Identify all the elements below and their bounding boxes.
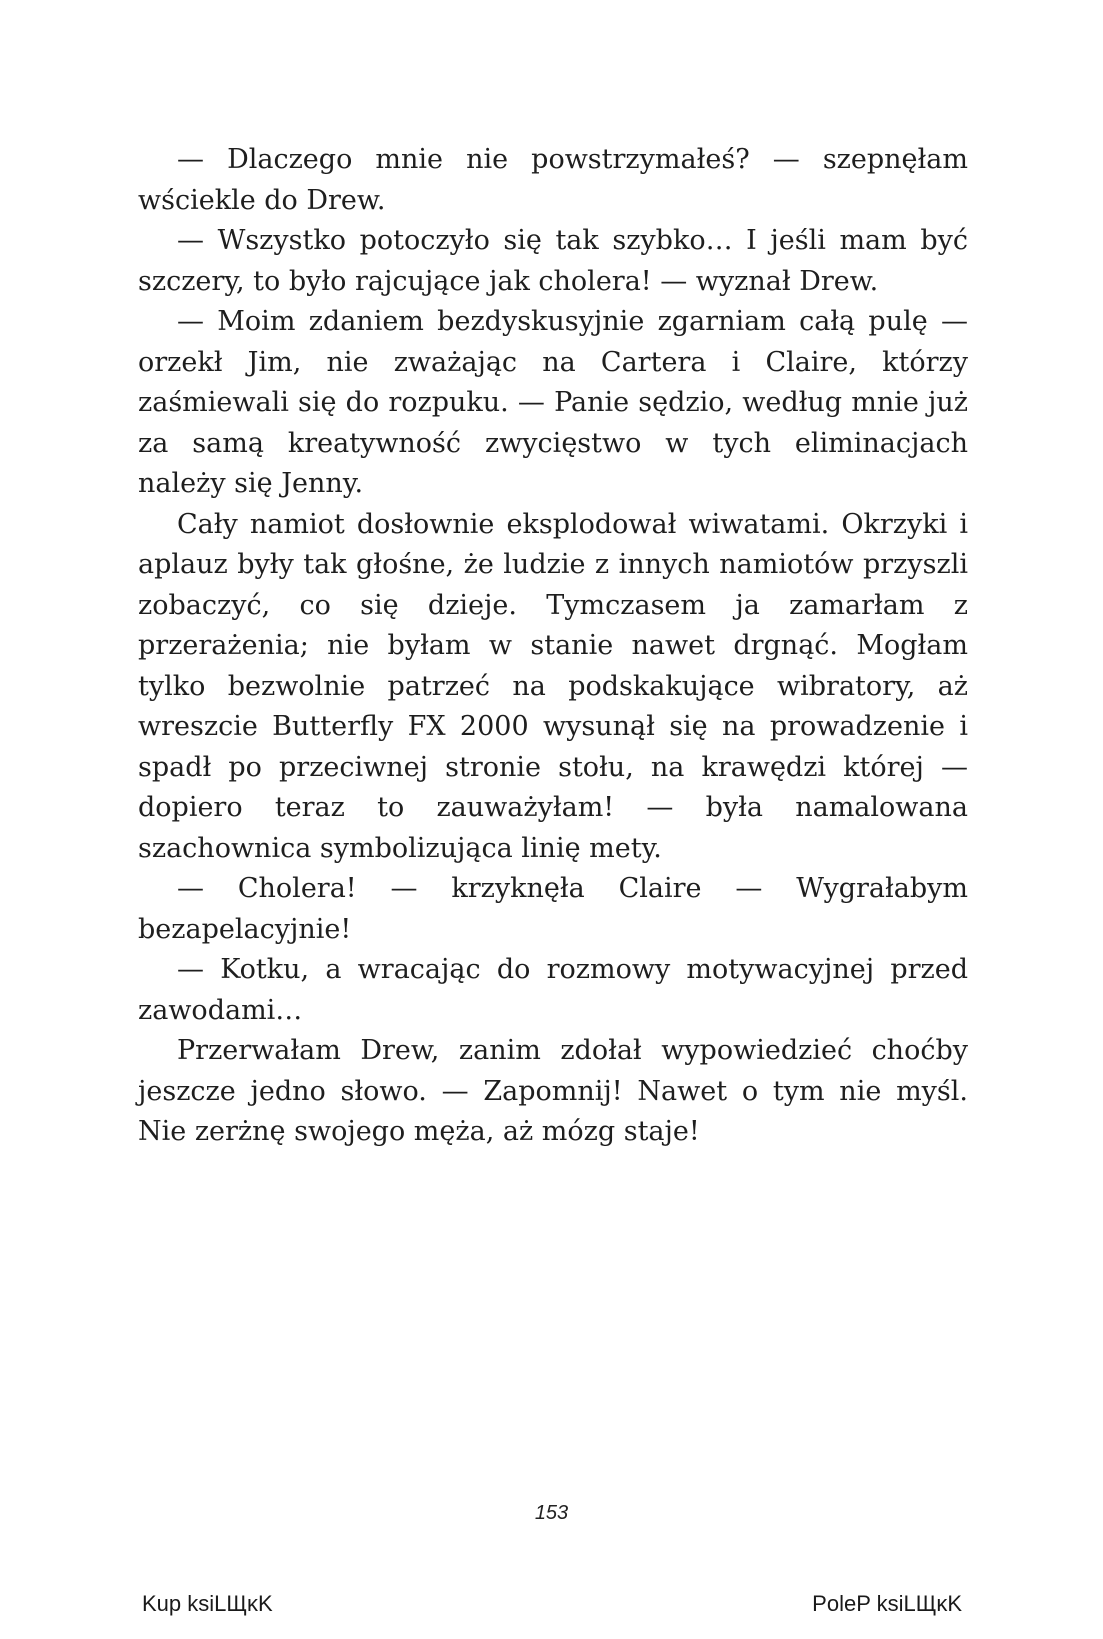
paragraph: — Moim zdaniem bezdyskusyjnie zgarniam całą pulę — orzekł Jim, nie zważając na Cartera i Claire, którzy zaśmiewali się do rozpuku. — Panie sędzio, według mnie już za samą kreatywność zwycięstwo w tych eliminacjach należy się Jenny. [138, 306, 968, 499]
page-number: 153 [534, 1502, 569, 1524]
buy-book-link[interactable]: Kup ksiLЩĸK [142, 1591, 273, 1616]
recommend-book-link[interactable]: PoleP ksiLЩĸK [812, 1591, 962, 1616]
paragraph: — Kotku, a wracając do rozmowy motywacyjnej przed zawodami… [138, 954, 968, 1026]
paragraph: — Wszystko potoczyło się tak szybko… I jeśli mam być szczery, to było rajcujące jak cholera! — wyznał Drew. [138, 225, 968, 297]
paragraph: — Cholera! — krzyknęła Claire — Wygrałabym bezapelacyjnie! [138, 873, 968, 945]
body-text [138, 140, 968, 1153]
paragraph: — Dlaczego mnie nie powstrzymałeś? — szepnęłam wściekle do Drew. [138, 144, 968, 216]
paragraph: Przerwałam Drew, zanim zdołał wypowiedzieć choćby jeszcze jedno słowo. — Zapomnij! Nawet o tym nie myśl. Nie zerżnę swojego męża, aż mózg staje! [138, 1035, 968, 1147]
paragraph: Cały namiot dosłownie eksplodował wiwatami. Okrzyki i aplauz były tak głośne, że ludzie z innych namiotów przyszli zobaczyć, co się dzieje. Tymczasem ja zamarłam z przerażenia; nie byłam w stanie nawet drgnąć. Mogłam tylko bezwolnie patrzeć na podskakujące wibratory, aż wreszcie Butterfly FX 2000 wysunął się na prowadzenie i spadł po przeciwnej stronie stołu, na krawędzi której — dopiero teraz to zauważyłam! — była namalowana szachownica symbolizująca linię mety. [138, 508, 968, 864]
